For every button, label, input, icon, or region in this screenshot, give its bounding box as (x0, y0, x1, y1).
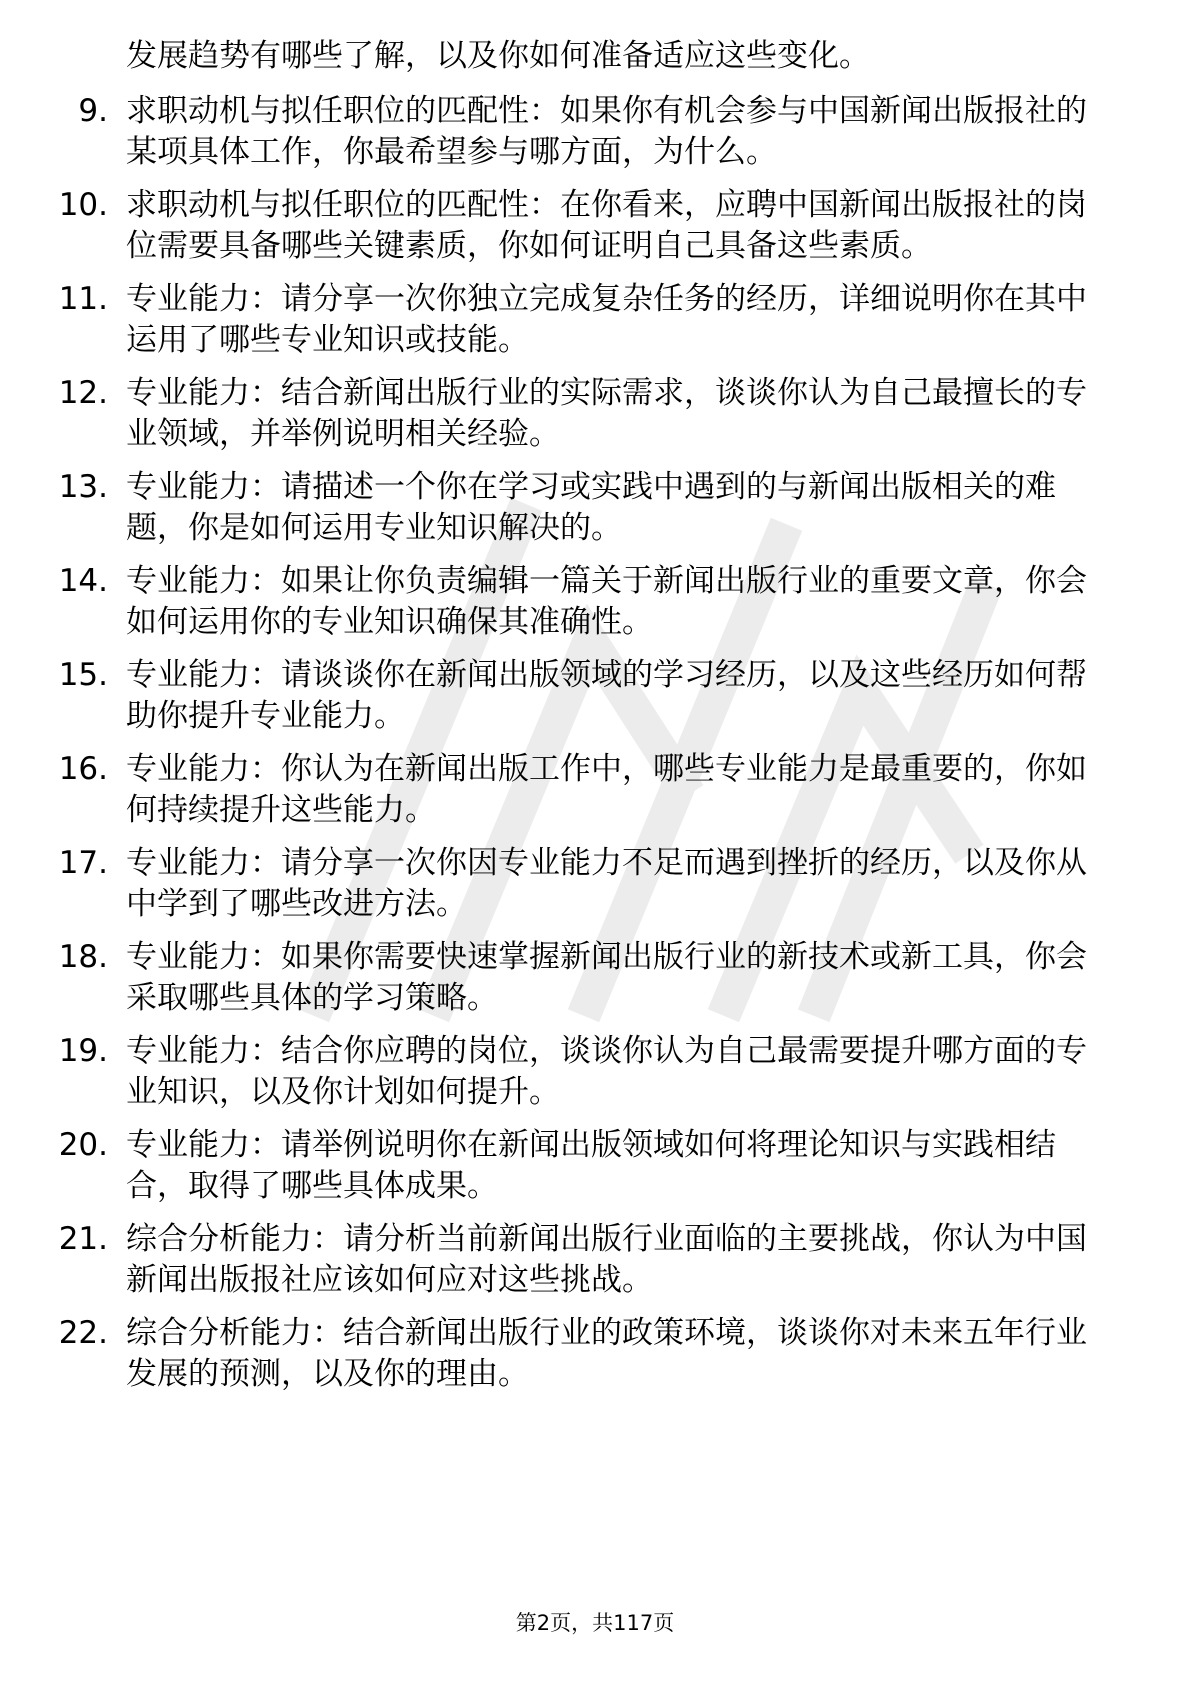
item-number: 14. (58, 563, 108, 599)
item-number: 17. (58, 845, 108, 881)
item-text: 专业能力：你认为在新闻出版工作中，哪些专业能力是最重要的，你如何持续提升这些能力。 (126, 751, 1087, 828)
list-item (0, 467, 1106, 549)
list-item (0, 373, 1106, 455)
list-item-continuation (0, 36, 1106, 77)
item-text: 专业能力：如果让你负责编辑一篇关于新闻出版行业的重要文章，你会如何运用你的专业知识确保其准确性。 (126, 563, 1087, 640)
item-number: 9. (78, 93, 108, 129)
item-text: 综合分析能力：结合新闻出版行业的政策环境，谈谈你对未来五年行业发展的预测，以及你的理由。 (126, 1315, 1087, 1392)
item-text: 专业能力：如果你需要快速掌握新闻出版行业的新技术或新工具，你会采取哪些具体的学习策略。 (126, 939, 1087, 1016)
list-item (0, 279, 1106, 361)
item-number: 10. (58, 187, 108, 223)
page-footer: 第2页，共117页 (515, 1611, 675, 1635)
item-text: 专业能力：请描述一个你在学习或实践中遇到的与新闻出版相关的难题，你是如何运用专业知识解决的。 (126, 469, 1056, 546)
item-number: 12. (58, 375, 108, 411)
item-text: 专业能力：请谈谈你在新闻出版领域的学习经历，以及这些经历如何帮助你提升专业能力。 (126, 657, 1087, 734)
item-number: 22. (58, 1315, 108, 1351)
list-item (0, 185, 1106, 267)
list-item (0, 1313, 1106, 1395)
item-number: 21. (58, 1221, 108, 1257)
item-number: 11. (58, 281, 108, 317)
list-item (0, 561, 1106, 643)
list-item (0, 1125, 1106, 1207)
item-number: 16. (58, 751, 108, 787)
item-text: 专业能力：结合你应聘的岗位，谈谈你认为自己最需要提升哪方面的专业知识，以及你计划如何提升。 (126, 1033, 1087, 1110)
item-number: 19. (58, 1033, 108, 1069)
item-number: 15. (58, 657, 108, 693)
item-number: 13. (58, 469, 108, 505)
list-item (0, 937, 1106, 1019)
item-text: 专业能力：结合新闻出版行业的实际需求，谈谈你认为自己最擅长的专业领域，并举例说明相关经验。 (126, 375, 1087, 452)
item-text: 专业能力：请分享一次你因专业能力不足而遇到挫折的经历，以及你从中学到了哪些改进方法。 (126, 845, 1087, 922)
list-item (0, 843, 1106, 925)
item-text: 专业能力：请分享一次你独立完成复杂任务的经历，详细说明你在其中运用了哪些专业知识或技能。 (126, 281, 1087, 358)
list-item (0, 1219, 1106, 1301)
list-item (0, 91, 1106, 173)
item-text: 综合分析能力：请分析当前新闻出版行业面临的主要挑战，你认为中国新闻出版报社应该如何应对这些挑战。 (126, 1221, 1087, 1298)
item-text: 专业能力：请举例说明你在新闻出版领域如何将理论知识与实践相结合，取得了哪些具体成果。 (126, 1127, 1056, 1204)
item-text: 求职动机与拟任职位的匹配性：在你看来，应聘中国新闻出版报社的岗位需要具备哪些关键素质，你如何证明自己具备这些素质。 (126, 187, 1087, 264)
item-text: 求职动机与拟任职位的匹配性：如果你有机会参与中国新闻出版报社的某项具体工作，你最希望参与哪方面，为什么。 (126, 93, 1087, 170)
list-item (0, 1031, 1106, 1113)
list-item (0, 655, 1106, 737)
question-list (0, 36, 1190, 1407)
item-number: 20. (58, 1127, 108, 1163)
continuation-text: 发展趋势有哪些了解，以及你如何准备适应这些变化。 (126, 38, 870, 74)
list-item (0, 749, 1106, 831)
item-number: 18. (58, 939, 108, 975)
